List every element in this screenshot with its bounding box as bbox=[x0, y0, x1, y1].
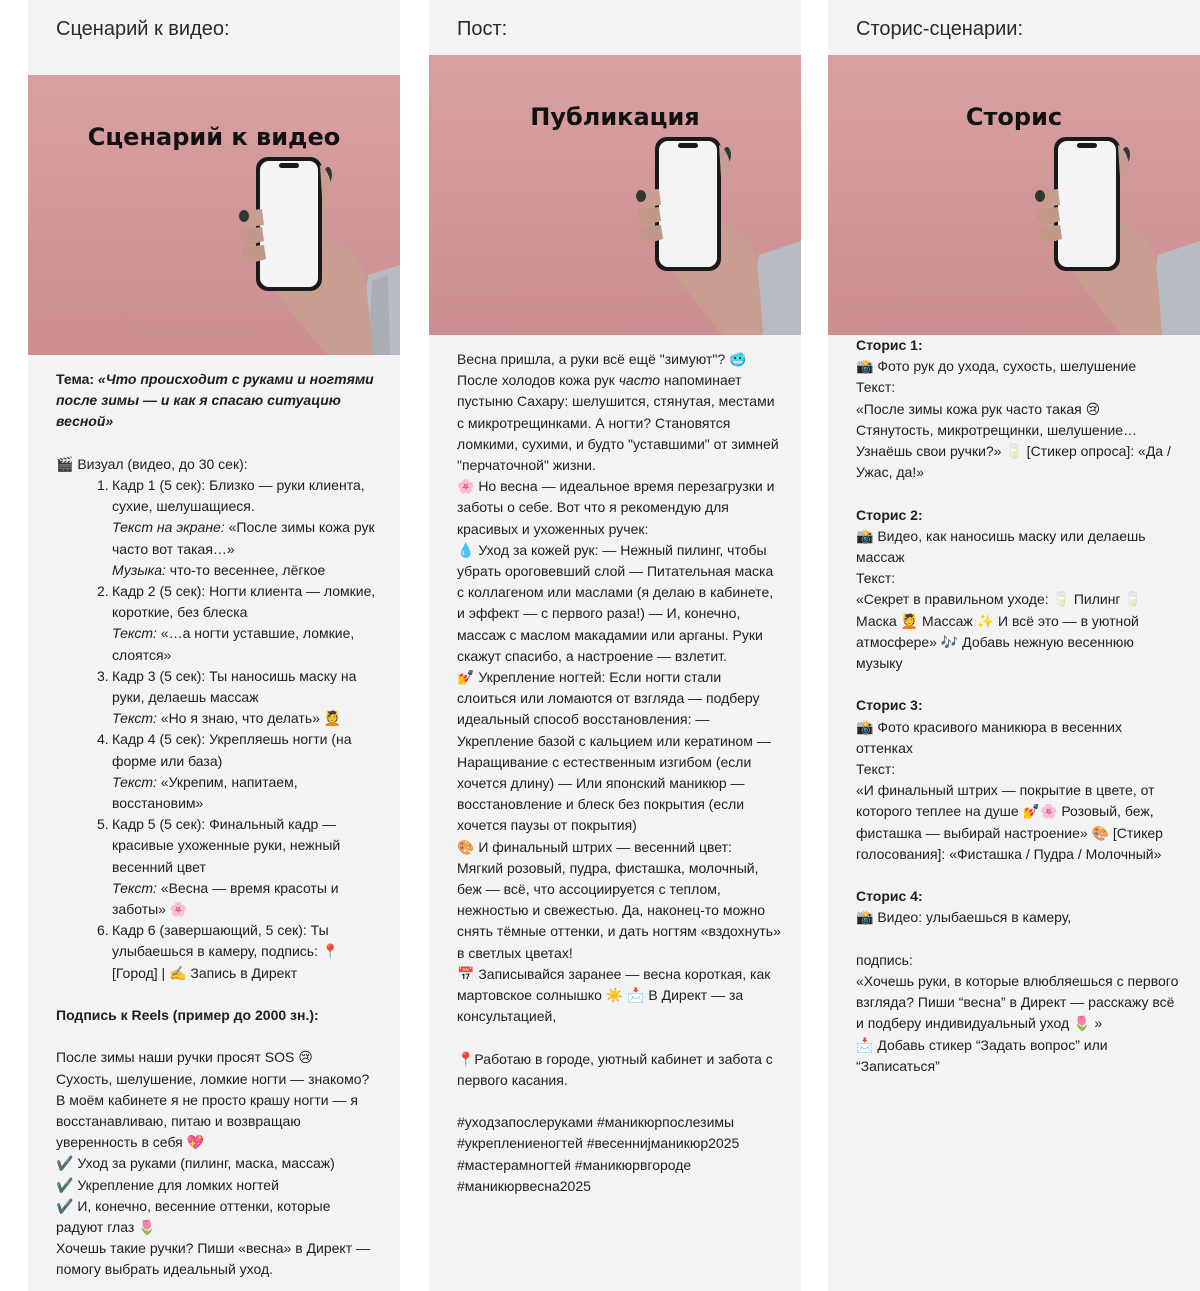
frame-item bbox=[97, 729, 380, 814]
frame-note-label: Текст: bbox=[112, 879, 157, 896]
story-line: Текст: bbox=[856, 570, 896, 587]
hero-image bbox=[828, 55, 1200, 335]
caption-lines bbox=[56, 1047, 380, 1280]
story-line: Текст: bbox=[856, 379, 896, 396]
hero-title: Сторис bbox=[965, 103, 1063, 131]
hand-phone-illustration bbox=[429, 55, 801, 335]
frame-note-label: Текст на экране: bbox=[112, 519, 225, 536]
post-location: 📍Работаю в городе, уютный кабинет и забота с первого касания. bbox=[457, 1050, 773, 1088]
topic-label: Тема: bbox=[56, 371, 95, 387]
column-header: Пост: bbox=[457, 18, 508, 40]
frame-note bbox=[112, 560, 380, 581]
story-title: Сторис 3: bbox=[856, 697, 923, 714]
frame-number: 6. bbox=[97, 922, 109, 939]
caption-line: ✔️ Уход за руками (пилинг, маска, массаж) bbox=[56, 1155, 335, 1172]
caption-line: Сухость, шелушение, ломкие ногти — знакомо? В моём кабинете я не просто крашу ногти — я восстанавливаю, питаю и возвращаю уверенность в себя 💖 bbox=[56, 1070, 370, 1151]
frame-main: Кадр 6 (завершающий, 5 сек): Ты улыбаешься в камеру, подпись: 📍[Город] | ✍️ Запись в Директ bbox=[112, 922, 340, 981]
post-intro: Весна пришла, а руки всё ещё "зимуют"? 🥶 После холодов кожа рук часто напоминает пустыню Сахару: шелушится, стянутая, местами с микротрещинками. А ногти? Становятся ломкими, сухими, и будто "уставшими" от зимней "перчаточной" жизни. bbox=[457, 351, 779, 474]
frame-item bbox=[97, 920, 380, 984]
post-paragraph: 📅 Записывайся заранее — весна короткая, как мартовское солнышко ☀️ 📩 В Директ — за консультацией, bbox=[457, 965, 771, 1025]
post-hashtags: #уходзапослеруками #маникюрпослезимы #укреплениеногтей #весенниjманикюр2025 #мастерамногтей #маникюрвгороде #маникюрвесна2025 bbox=[457, 1114, 740, 1194]
frame-note-text: «Укрепим, напитаем, восстановим» bbox=[112, 773, 298, 812]
story-line: 📩 Добавь стикер “Задать вопрос” или “Записаться” bbox=[856, 1036, 1108, 1074]
frame-main: Кадр 1 (5 сек): Близко — руки клиента, сухие, шелушащиеся. bbox=[112, 477, 365, 515]
frame-note bbox=[112, 772, 380, 814]
hero-image bbox=[28, 75, 400, 355]
frame-note-label: Музыка: bbox=[112, 561, 166, 578]
frame-number: 5. bbox=[97, 816, 109, 833]
post-paragraphs bbox=[457, 476, 781, 1027]
frame-number: 1. bbox=[97, 477, 109, 493]
story-line bbox=[856, 929, 1180, 950]
hand-phone-illustration bbox=[28, 75, 400, 355]
stories-body bbox=[828, 335, 1200, 1077]
story-title: Сторис 4: bbox=[856, 888, 923, 905]
post-paragraph: 💧 Уход за кожей рук: — Нежный пилинг, чтобы убрать ороговевший слой — Питательная маска с коллагеном или маслами (я делаю в кабинете, и эффект — с первого раза!) — И, конечно, массаж с маслом макадамии или арганы. Руки скажут спасибо, а настроение — взлетит. bbox=[457, 541, 774, 664]
frame-note-text: «Но я знаю, что делать» 💆 bbox=[156, 710, 342, 727]
frame-note bbox=[112, 878, 380, 920]
story-line: 📸 Фото красивого маникюра в весенних оттенках bbox=[856, 718, 1122, 756]
story-line: «И финальный штрих — покрытие в цвете, от которого теплее на душе 💅🌸 Розовый, беж, фисташка — выбирай настроение» 🎨 [Стикер голосования]: «Фисташка / Пудра / Молочный» bbox=[856, 782, 1163, 862]
frame-item bbox=[97, 666, 380, 730]
frame-number: 2. bbox=[97, 583, 109, 600]
video-script-body bbox=[28, 355, 400, 1281]
hero-image bbox=[429, 55, 801, 335]
post-paragraph: 🌸 Но весна — идеальное время перезагрузки и заботы о себе. Вот что я рекомендую для красивых и ухоженных ручек: bbox=[457, 478, 775, 537]
frame-item bbox=[97, 814, 380, 920]
story-line: 📸 Видео: улыбаешься в камеру, bbox=[856, 909, 1072, 926]
story-title: Сторис 2: bbox=[856, 506, 923, 523]
frame-main: Кадр 4 (5 сек): Укрепляешь ногти (на форме или база) bbox=[112, 731, 352, 769]
column-stories bbox=[828, 0, 1200, 1291]
caption-line: ✔️ И, конечно, весенние оттенки, которые радуют глаз 🌷 bbox=[56, 1197, 331, 1236]
frame-item bbox=[97, 581, 380, 666]
column-header: Сценарий к видео: bbox=[56, 18, 230, 40]
caption-line: Хочешь такие ручки? Пиши «весна» в Директ — помогу выбрать идеальный уход. bbox=[56, 1240, 371, 1278]
column-header: Сторис-сценарии: bbox=[856, 18, 1024, 40]
story-line: 📸 Видео, как наносишь маску или делаешь массаж bbox=[856, 527, 1146, 566]
topic bbox=[56, 369, 380, 433]
frame-note-text: «…а ногти уставшие, ломкие, слоятся» bbox=[112, 625, 355, 663]
story-line: «Хочешь руки, в которые влюбляешься с первого взгляда? Пиши “весна” в Директ — расскажу всё и подберу индивидуальный уход 🌷 » bbox=[856, 973, 1179, 1032]
frame-item bbox=[97, 475, 380, 581]
story-line: «После зимы кожа рук часто такая 😢 Стянутость, микротрещинки, шелушение… Узнаёшь свои ручки?» 🥛 [Стикер опроса]: «Да / Ужас, да!» bbox=[856, 400, 1171, 481]
post-paragraph: 🎨 И финальный штрих — весенний цвет: Мягкий розовый, пудра, фисташка, молочный, беж — всё, что ассоциируется с теплом, нежностью и свежестью. Да, наконец-то можно снять тёмные оттенки, и дать ногтям «вздохнуть» в светлых цветах! bbox=[457, 838, 781, 961]
frame-note bbox=[112, 708, 380, 729]
story-line: Текст: bbox=[856, 761, 896, 778]
frame-note-text: «Весна — время красоты и заботы» 🌸 bbox=[112, 879, 339, 918]
story-line: 📸 Фото рук до ухода, сухость, шелушение bbox=[856, 358, 1137, 375]
hero-title: Сценарий к видео bbox=[87, 123, 341, 151]
hand-phone-illustration bbox=[828, 55, 1200, 335]
visual-line: 🎬 Визуал (видео, до 30 сек): bbox=[56, 455, 248, 472]
frame-note-label: Текст: bbox=[112, 773, 157, 790]
frame-note-text: «После зимы кожа рук часто вот такая…» bbox=[112, 519, 375, 557]
post-paragraph: 💅 Укрепление ногтей: Если ногти стали слоиться или ломаются от взгляда — подберу идеальный способ восстановления: — Укрепление базой с кальцием или кератином — Наращивание с естественным изгибом (если хочется длину) — Или японский маникюр — восстановление и блеск без покрытия (если хочется паузы от покрытия) bbox=[457, 669, 771, 834]
story-line: «Секрет в правильном уходе: 🥛 Пилинг 🥛 Маска 💆 Массаж ✨ И всё это — в уютной атмосфере» 🎶 Добавь нежную весеннюю музыку bbox=[856, 591, 1142, 672]
frame-note-text: что-то весеннее, лёгкое bbox=[165, 561, 326, 578]
frame-note-label: Текст: bbox=[112, 625, 157, 642]
frame-note bbox=[112, 623, 380, 665]
story-line: подпись: bbox=[856, 951, 913, 968]
topic-text: «Что происходит с руками и ногтями после зимы — и как я спасаю ситуацию весной» bbox=[56, 371, 374, 430]
frames-list bbox=[97, 475, 380, 984]
story-title: Сторис 1: bbox=[856, 337, 923, 353]
frame-main: Кадр 5 (5 сек): Финальный кадр — красивые ухоженные руки, нежный весенний цвет bbox=[112, 816, 341, 875]
caption-line: После зимы наши ручки просят SOS 😢 bbox=[56, 1049, 313, 1066]
frame-note-label: Текст: bbox=[112, 710, 157, 727]
column-post bbox=[429, 0, 801, 1291]
caption-line: ✔️ Укрепление для ломких ногтей bbox=[56, 1176, 279, 1193]
frame-number: 3. bbox=[97, 667, 109, 684]
caption-heading: Подпись к Reels (пример до 2000 зн.): bbox=[56, 1007, 319, 1024]
frame-number: 4. bbox=[97, 731, 109, 748]
frame-main: Кадр 2 (5 сек): Ногти клиента — ломкие, короткие, без блеска bbox=[112, 583, 376, 621]
hero-title: Публикация bbox=[530, 103, 700, 131]
column-video-script bbox=[28, 0, 400, 1291]
frame-main: Кадр 3 (5 сек): Ты наносишь маску на руки, делаешь массаж bbox=[112, 667, 357, 706]
post-body bbox=[429, 335, 801, 1197]
frame-note bbox=[112, 517, 380, 559]
